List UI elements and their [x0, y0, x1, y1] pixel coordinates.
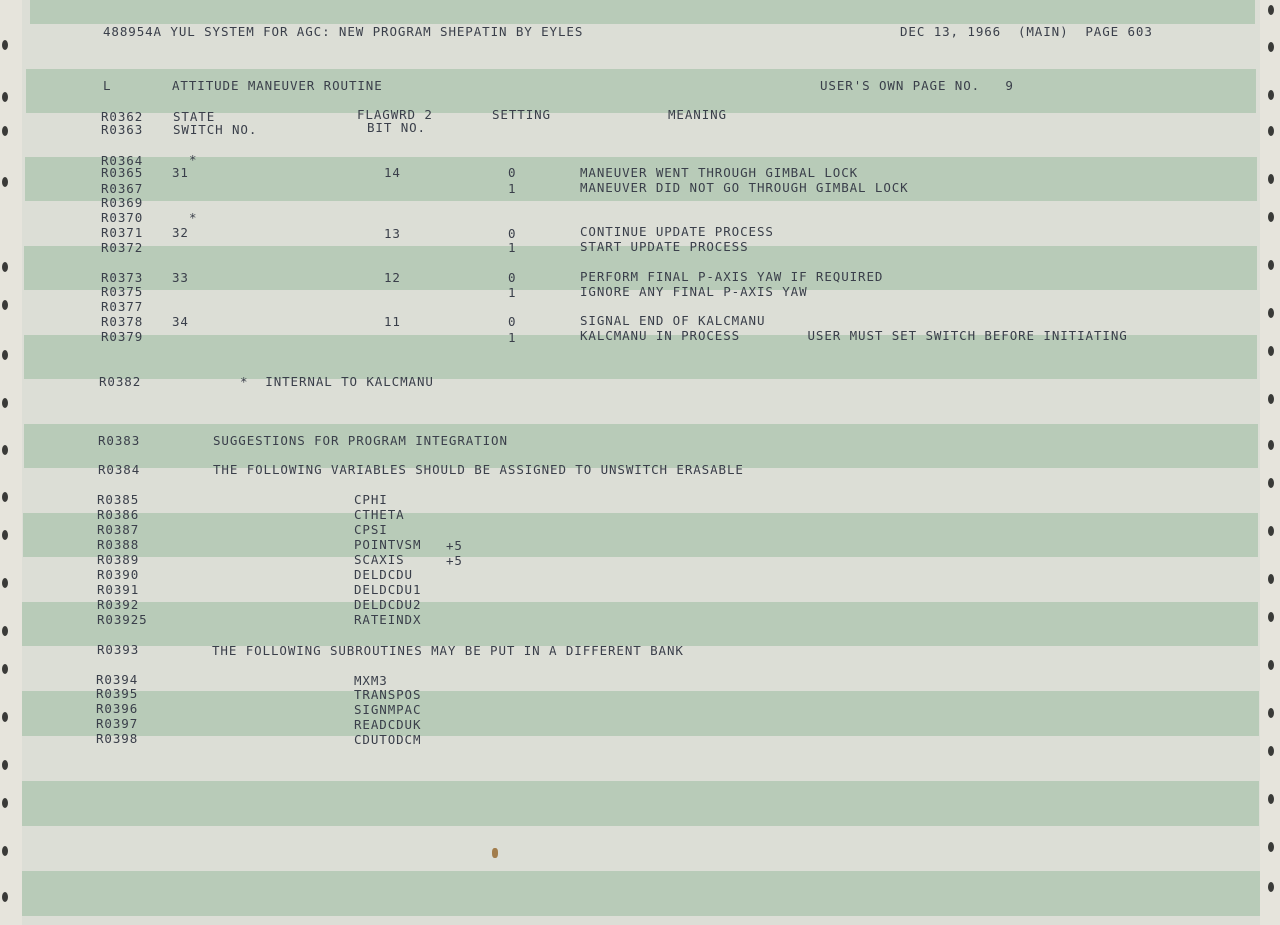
comment-text: THE FOLLOWING SUBROUTINES MAY BE PUT IN A DIFFERENT BANK — [212, 643, 684, 658]
line-number: R0363 — [101, 122, 144, 137]
subroutine-name: SIGNMPAC — [354, 702, 422, 717]
variable-extra: +5 — [446, 538, 463, 553]
line-number: R0377 — [101, 299, 144, 314]
bit-cell: 13 — [384, 226, 401, 241]
line-number: R0383 — [98, 433, 141, 448]
state-cell: 31 — [172, 165, 189, 180]
line-number: R0378 — [101, 314, 144, 329]
state-cell: 32 — [172, 225, 189, 240]
variable-extra: +5 — [446, 553, 463, 568]
line-number: R0385 — [97, 492, 140, 507]
line-number: R0393 — [97, 642, 140, 657]
line-number: R0371 — [101, 225, 144, 240]
variable-name: POINTVSM — [354, 537, 422, 552]
line-number: R0369 — [101, 195, 144, 210]
green-bar — [30, 0, 1255, 24]
variable-name: CPHI — [354, 492, 388, 507]
line-number: R0386 — [97, 507, 140, 522]
green-bar — [22, 602, 1258, 646]
comment-text: THE FOLLOWING VARIABLES SHOULD BE ASSIGNED TO UNSWITCH ERASABLE — [213, 462, 744, 477]
listing-header-right: DEC 13, 1966 (MAIN) PAGE 603 — [900, 24, 1153, 39]
line-number: R0388 — [97, 537, 140, 552]
line-number: R0390 — [97, 567, 140, 582]
subroutine-name: READCDUK — [354, 717, 422, 732]
subroutine-name: CDUTODCM — [354, 732, 422, 747]
column-header-flagwrd: FLAGWRD 2 — [357, 107, 433, 122]
meaning-cell: PERFORM FINAL P-AXIS YAW IF REQUIRED — [580, 269, 884, 284]
variable-name: CTHETA — [354, 507, 405, 522]
bit-cell: 12 — [384, 270, 401, 285]
line-number: R0373 — [101, 270, 144, 285]
tractor-feed-left — [0, 0, 22, 925]
setting-cell: 1 — [508, 240, 517, 255]
column-header-switch-no: SWITCH NO. — [173, 122, 258, 137]
line-number: R0379 — [101, 329, 144, 344]
section-title: ATTITUDE MANEUVER ROUTINE — [172, 78, 383, 93]
column-header-setting: SETTING — [492, 107, 551, 122]
green-bar — [21, 781, 1259, 826]
line-number: R0391 — [97, 582, 140, 597]
line-number: R0370 — [101, 210, 144, 225]
line-number: R03925 — [97, 612, 148, 627]
variable-name: SCAXIS — [354, 552, 405, 567]
subroutine-name: MXM3 — [354, 673, 388, 688]
line-number: R0397 — [96, 716, 139, 731]
bit-cell: 11 — [384, 314, 401, 329]
user-page-number: USER'S OWN PAGE NO. 9 — [820, 78, 1014, 93]
line-number: R0375 — [101, 284, 144, 299]
setting-cell: 1 — [508, 181, 517, 196]
setting-cell: 0 — [508, 226, 517, 241]
line-number: R0389 — [97, 552, 140, 567]
variable-name: DELDCDU — [354, 567, 413, 582]
setting-cell: 0 — [508, 270, 517, 285]
line-number: R0362 — [101, 109, 144, 124]
line-number: R0387 — [97, 522, 140, 537]
comment-text: SUGGESTIONS FOR PROGRAM INTEGRATION — [213, 433, 508, 448]
listing-header-left: 488954A YUL SYSTEM FOR AGC: NEW PROGRAM SHEPATIN BY EYLES — [103, 24, 584, 39]
meaning-cell: START UPDATE PROCESS — [580, 239, 749, 254]
variable-name: RATEINDX — [354, 612, 422, 627]
line-number: R0398 — [96, 731, 139, 746]
subroutine-name: TRANSPOS — [354, 687, 422, 702]
setting-cell: 1 — [508, 285, 517, 300]
setting-cell: 1 — [508, 330, 517, 345]
line-number: R0365 — [101, 165, 144, 180]
meaning-cell: CONTINUE UPDATE PROCESS — [580, 224, 774, 239]
line-number: R0382 — [99, 374, 142, 389]
footnote-internal: * INTERNAL TO KALCMANU — [240, 374, 434, 389]
state-cell: 33 — [172, 270, 189, 285]
line-number: R0384 — [98, 462, 141, 477]
meaning-cell: SIGNAL END OF KALCMANU — [580, 313, 766, 328]
line-number: R0394 — [96, 672, 139, 687]
bit-cell: 14 — [384, 165, 401, 180]
column-header-bit-no: BIT NO. — [367, 120, 426, 135]
line-number: R0364 — [101, 153, 144, 168]
state-cell: * — [189, 210, 198, 225]
line-number: R0392 — [97, 597, 140, 612]
setting-cell: 0 — [508, 165, 517, 180]
meaning-cell: IGNORE ANY FINAL P-AXIS YAW — [580, 284, 808, 299]
state-cell: 34 — [172, 314, 189, 329]
column-header-state: STATE — [173, 109, 216, 124]
green-bar — [21, 871, 1260, 916]
line-number: R0395 — [96, 686, 139, 701]
variable-name: CPSI — [354, 522, 388, 537]
line-number: R0372 — [101, 240, 144, 255]
line-number: R0367 — [101, 181, 144, 196]
state-cell: * — [189, 152, 198, 167]
variable-name: DELDCDU2 — [354, 597, 422, 612]
green-bar — [22, 691, 1259, 736]
meaning-cell: KALCMANU IN PROCESS USER MUST SET SWITCH BEFORE INITIATING — [580, 328, 1128, 343]
paper-stain — [492, 848, 498, 858]
section-marker: L — [103, 78, 112, 93]
variable-name: DELDCDU1 — [354, 582, 422, 597]
line-number: R0396 — [96, 701, 139, 716]
meaning-cell: MANEUVER DID NOT GO THROUGH GIMBAL LOCK — [580, 180, 909, 195]
tractor-feed-right — [1260, 0, 1280, 925]
meaning-cell: MANEUVER WENT THROUGH GIMBAL LOCK — [580, 165, 859, 180]
setting-cell: 0 — [508, 314, 517, 329]
column-header-meaning: MEANING — [668, 107, 727, 122]
green-bar — [23, 513, 1258, 557]
